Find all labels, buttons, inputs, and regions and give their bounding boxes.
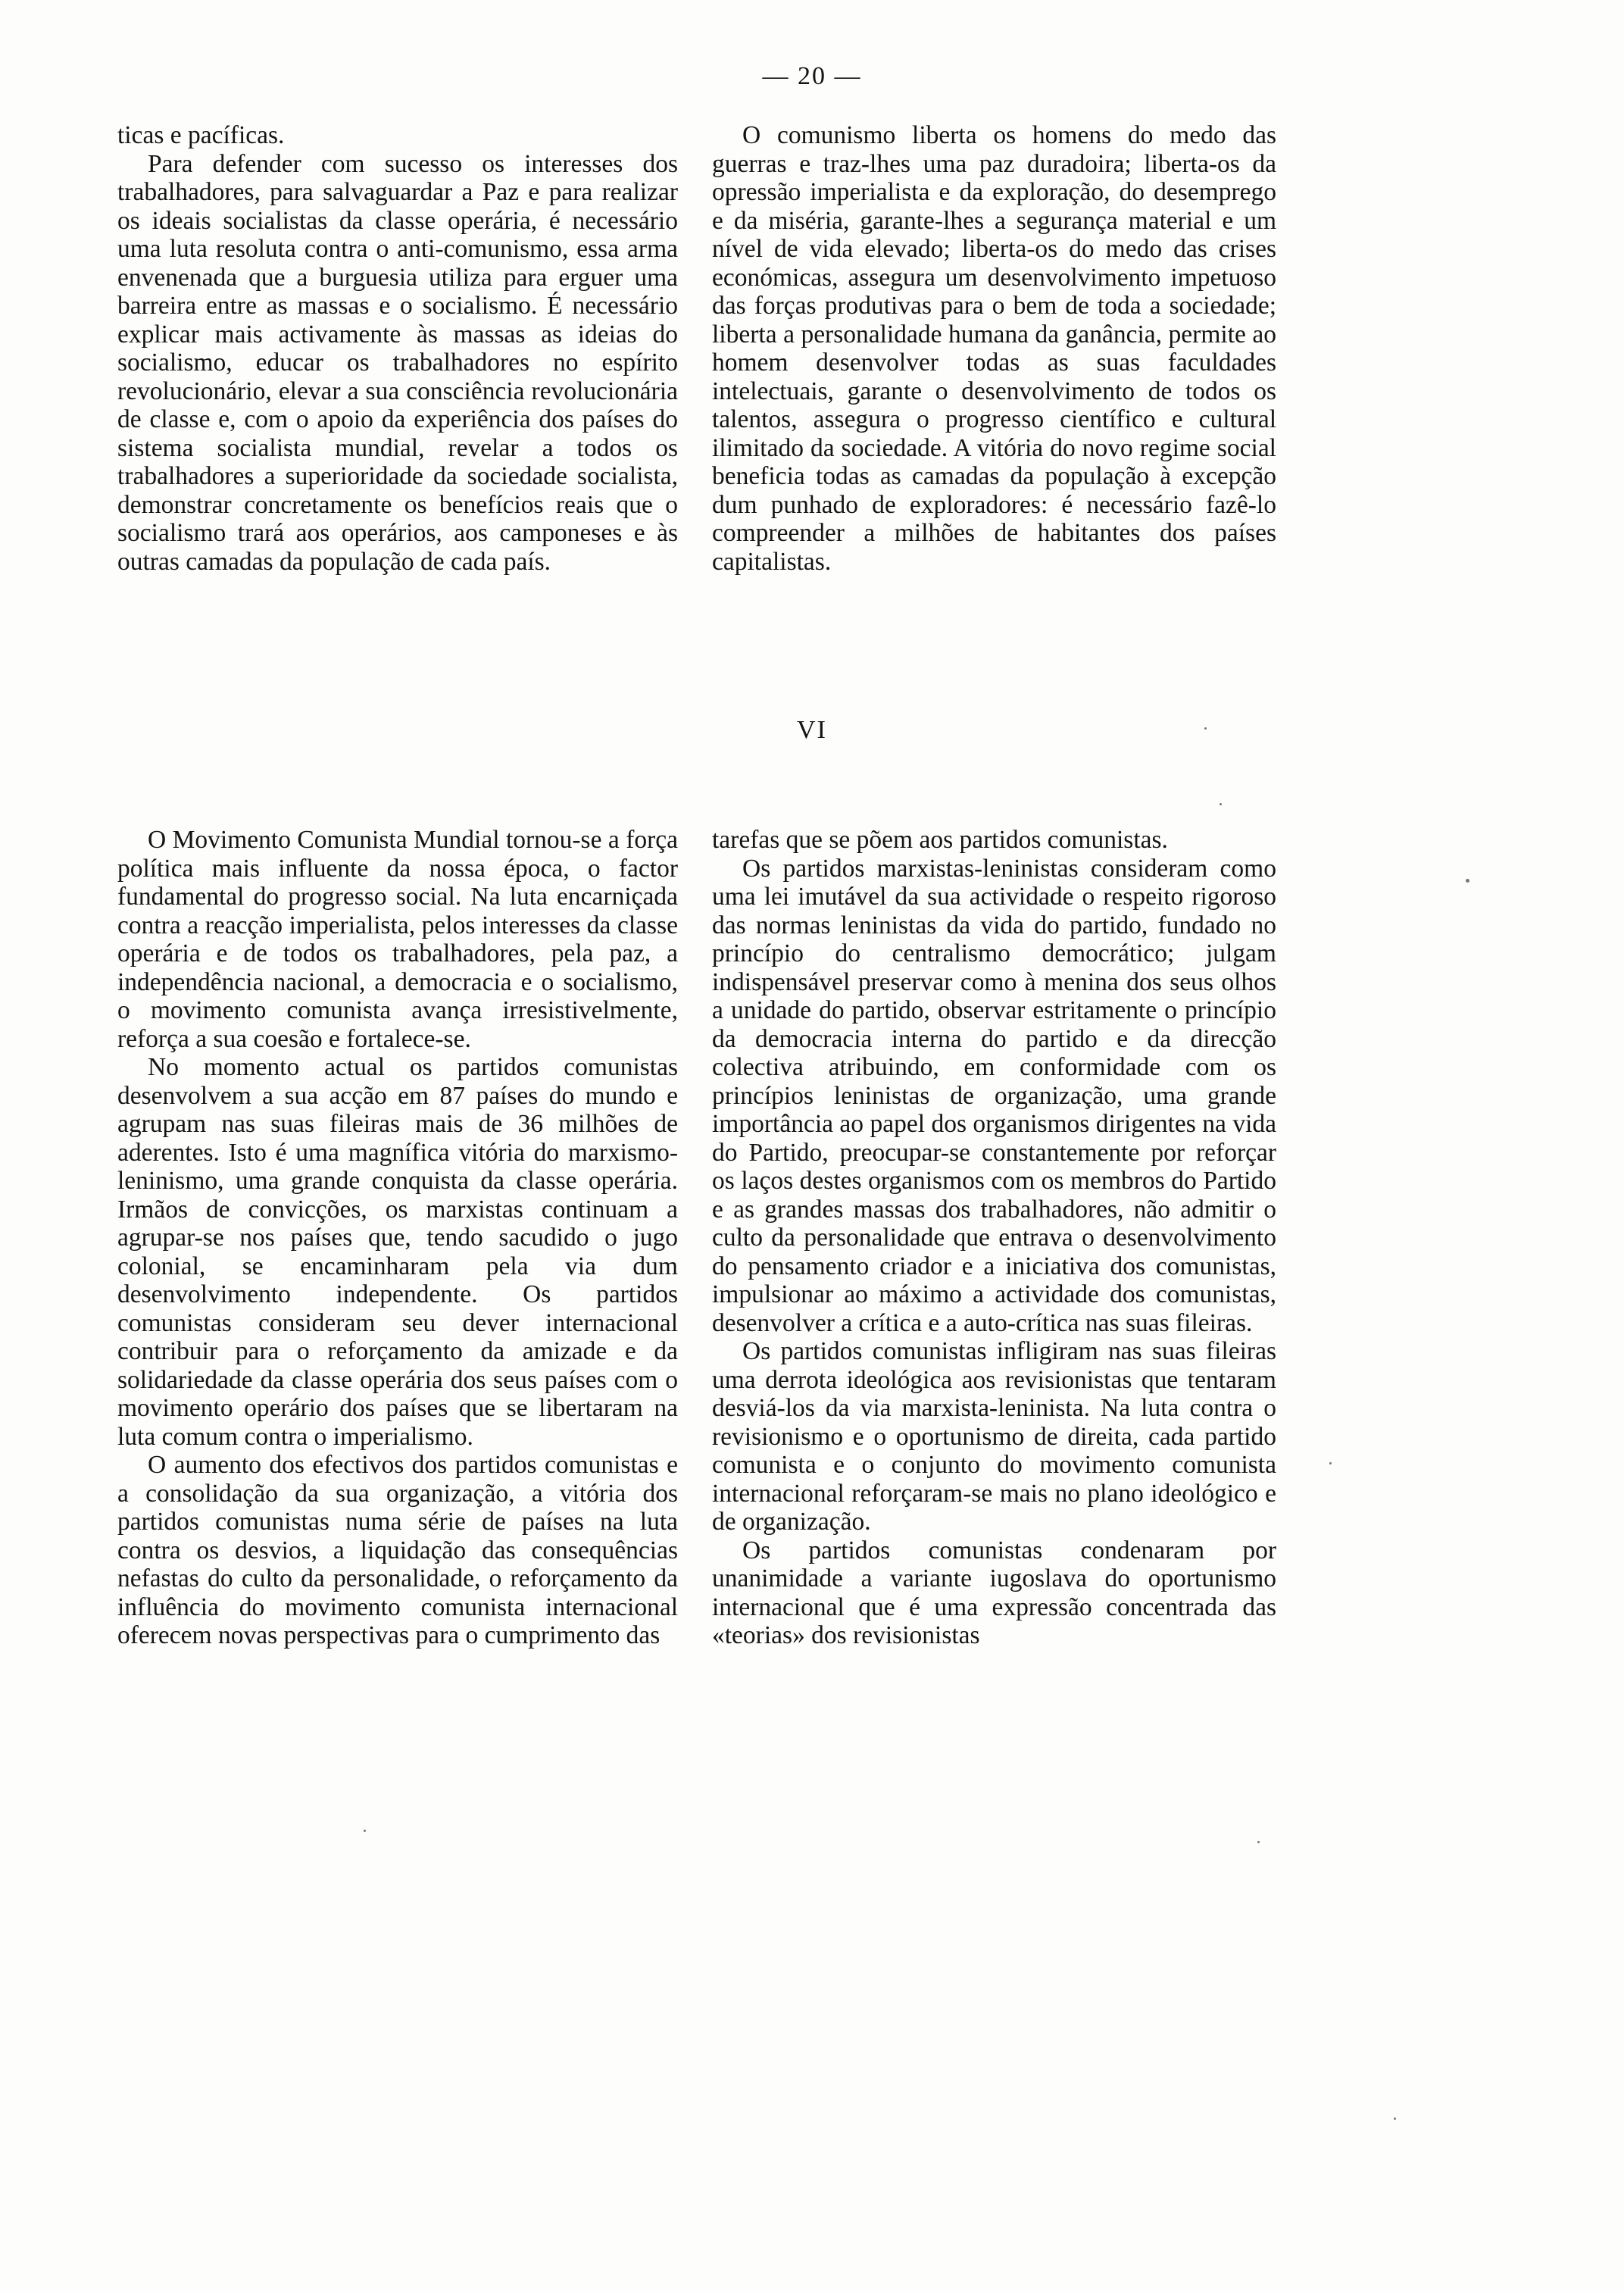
paragraph: Para defender com sucesso os interesses dos trabalhadores, para salvaguardar a Paz e para realizar os ideais socialistas da classe operária, é necessário uma luta resoluta contra o anti-comunismo, essa arma envenenada que a burguesia utiliza para erguer uma barreira entre as massas e o socialismo. É necessário explicar mais activamente às massas as ideias do socialismo, educar os trabalhadores no espírito revolucionário, elevar a sua consciência revolucionária de classe e, com o apoio da experiência dos países do sistema socialista mundial, revelar a todos os trabalhadores a superioridade da sociedade socialista, demonstrar concretamente os benefícios reais que o socialismo trará aos operários, aos camponeses e às outras camadas da população de cada país. xyxy=(117,149,678,576)
paragraph: Os partidos marxistas-leninistas consideram como uma lei imutável da sua actividade o respeito rigoroso das normas leninistas da vida do partido, fundado no princípio do centralismo democrático; julgam indispensável preservar como à menina dos seus olhos a unidade do partido, observar estritamente o princípio da democracia interna do partido e da direcção colectiva atribuindo, em conformidade com os princípios leninistas de organização, uma grande importância ao papel dos organismos dirigentes na vida do Partido, preocupar-se constantemente por reforçar os laços destes organismos com os membros do Partido e as grandes massas dos trabalhadores, não admitir o culto da personalidade que entrava o desenvolvimento do pensamento criador e a iniciativa dos comunistas, impulsionar ao máximo a actividade dos comunistas, desenvolver a crítica e a auto-crítica nas suas fileiras. xyxy=(712,854,1276,1337)
paragraph: ticas e pacíficas. xyxy=(117,121,285,149)
scan-speck xyxy=(1220,803,1222,805)
scan-speck xyxy=(1204,727,1207,730)
scan-speck xyxy=(1394,2118,1396,2120)
scan-speck xyxy=(1257,1841,1260,1843)
page-number: — 20 — xyxy=(762,62,862,90)
bottom-left-column xyxy=(117,826,678,1650)
paragraph: Os partidos comunistas infligiram nas suas fileiras uma derrota ideológica aos revisionistas que tentaram desviá-los da via marxista-leninista. Na luta contra o revisionismo e o oportunismo de direita, cada partido comunista e o conjunto do movimento comunista internacional reforçaram-se mais no plano ideológico e de organização. xyxy=(712,1337,1276,1536)
paragraph: Os partidos comunistas condenaram por unanimidade a variante iugoslava do oportunismo internacional que é uma expressão concentrada das «teorias» dos revisionistas xyxy=(712,1536,1276,1649)
paragraph: No momento actual os partidos comunistas desenvolvem a sua acção em 87 países do mundo e agrupam nas suas fileiras mais de 36 milhões de aderentes. Isto é uma magnífica vitória do marxismo-leninismo, uma grande conquista da classe operária. Irmãos de convicções, os marxistas continuam a agrupar-se nos países que, tendo sacudido o jugo colonial, se encaminharam pela via dum desenvolvimento independente. Os partidos comunistas consideram seu dever internacional contribuir para o reforçamento da amizade e da solidariedade da classe operária dos seus países com o movimento operário dos países que se libertaram na luta comum contra o imperialismo. xyxy=(117,1053,678,1451)
section-heading: VI xyxy=(797,716,827,744)
scan-speck xyxy=(1329,1462,1332,1464)
paragraph: O comunismo liberta os homens do medo das guerras e traz-lhes uma paz duradoira; liberta-os da opressão imperialista e da exploração, do desemprego e da miséria, garante-lhes a segurança material e um nível de vida elevado; liberta-os do medo das crises económicas, assegura um desenvolvimento impetuoso das forças produtivas para o bem de toda a sociedade; liberta a personalidade humana da ganância, permite ao homem desenvolver todas as suas faculdades intelectuais, garante o desenvolvimento de todos os talentos, assegura o progresso científico e cultural ilimitado da sociedade. A vitória do novo regime social beneficia todas as camadas da população à excepção dum punhado de exploradores: é necessário fazê-lo compreender a milhões de habitantes dos países capitalistas. xyxy=(712,121,1276,576)
paragraph: tarefas que se põem aos partidos comunistas. xyxy=(712,826,1168,854)
top-left-column xyxy=(117,121,678,576)
paragraph: O aumento dos efectivos dos partidos comunistas e a consolidação da sua organização, a vitória dos partidos comunistas numa série de países na luta contra os desvios, a liquidação das consequências nefastas do culto da personalidade, o reforçamento da influência do movimento comunista internacional oferecem novas perspectivas para o cumprimento das xyxy=(117,1451,678,1649)
scan-speck xyxy=(364,1830,366,1832)
scan-speck xyxy=(1466,879,1469,883)
top-right-column xyxy=(712,121,1276,576)
bottom-right-column xyxy=(712,826,1276,1650)
paragraph: O Movimento Comunista Mundial tornou-se a força política mais influente da nossa época, o factor fundamental do progresso social. Na luta encarniçada contra a reacção imperialista, pelos interesses da classe operária e de todos os trabalhadores, pela paz, a independência nacional, a democracia e o socialismo, o movimento comunista avança irresistivelmente, reforça a sua coesão e fortalece-se. xyxy=(117,826,678,1053)
